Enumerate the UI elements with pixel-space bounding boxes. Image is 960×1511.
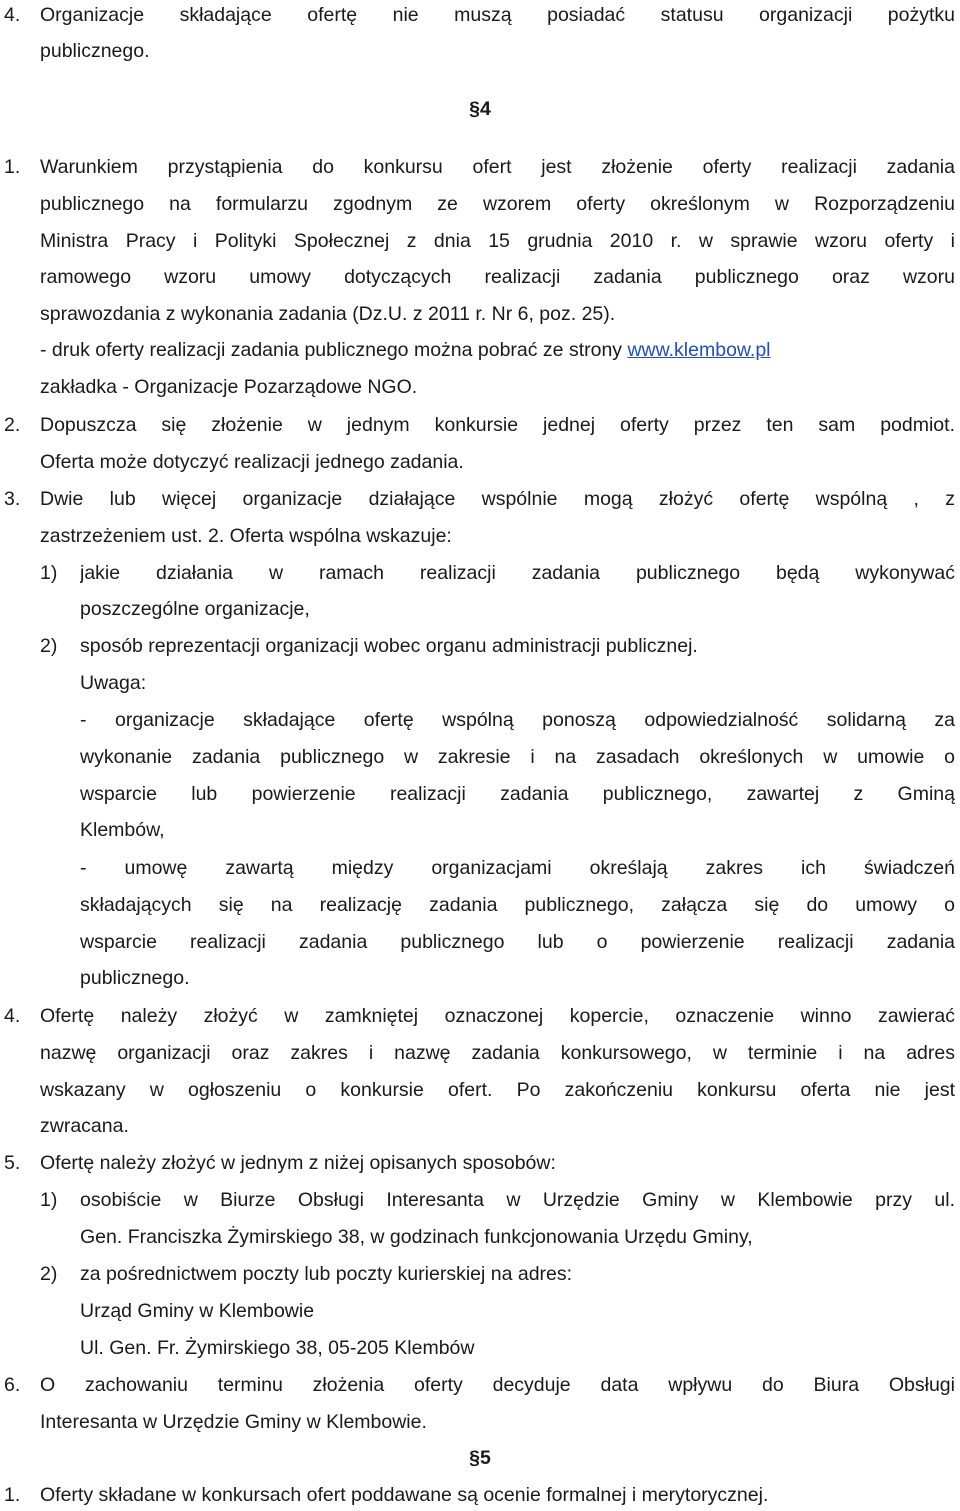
paragraph-line: wsparcie realizacji zadania publicznego lub o powierzenie realizacji zadania bbox=[80, 931, 955, 953]
item-number: 6. bbox=[4, 1374, 21, 1396]
subitem-number: 2) bbox=[40, 635, 58, 657]
paragraph-line: Ministra Pracy i Polityki Społecznej z dnia 15 grudnia 2010 r. w sprawie wzoru oferty i bbox=[40, 230, 955, 252]
paragraph-line: zakładka - Organizacje Pozarządowe NGO. bbox=[40, 376, 418, 398]
paragraph-line: osobiście w Biurze Obsługi Interesanta w Urzędzie Gminy w Klembowie przy ul. bbox=[80, 1189, 955, 1211]
paragraph-line: Dopuszcza się złożenie w jednym konkursie jednej oferty przez ten sam podmiot. bbox=[40, 414, 955, 436]
paragraph-line: nazwę organizacji oraz zakres i nazwę zadania konkursowego, w terminie i na adres bbox=[40, 1042, 955, 1064]
paragraph-line: publicznego. bbox=[80, 967, 190, 989]
item-number: 1. bbox=[4, 156, 21, 178]
subitem-number: 1) bbox=[40, 1189, 58, 1211]
paragraph-line: Interesanta w Urzędzie Gminy w Klembowie. bbox=[40, 1411, 427, 1433]
section-heading: §5 bbox=[469, 1447, 491, 1469]
item-number: 4. bbox=[4, 1005, 21, 1027]
paragraph-line: Ofertę należy złożyć w jednym z niżej opisanych sposobów: bbox=[40, 1152, 556, 1174]
paragraph-line: za pośrednictwem poczty lub poczty kurierskiej na adres: bbox=[80, 1263, 573, 1285]
address-line: Urząd Gminy w Klembowie bbox=[80, 1300, 315, 1322]
paragraph-line: - organizacje składające ofertę wspólną ponoszą odpowiedzialność solidarną za bbox=[80, 709, 955, 731]
paragraph-line: zwracana. bbox=[40, 1115, 129, 1137]
paragraph-line: O zachowaniu terminu złożenia oferty decyduje data wpływu do Biura Obsługi bbox=[40, 1374, 955, 1396]
paragraph-line: jakie działania w ramach realizacji zadania publicznego będą wykonywać bbox=[80, 562, 955, 584]
download-note: - druk oferty realizacji zadania publicznego można pobrać ze strony bbox=[40, 339, 628, 361]
paragraph-line: składających się na realizację zadania publicznego, załącza się do umowy o bbox=[80, 894, 955, 916]
paragraph-line: Warunkiem przystąpienia do konkursu ofert jest złożenie oferty realizacji zadania bbox=[40, 156, 955, 178]
item-number: 2. bbox=[4, 414, 21, 436]
paragraph-line: wskazany w ogłoszeniu o konkursie ofert. Po zakończeniu konkursu oferta nie jest bbox=[40, 1079, 955, 1101]
paragraph-line: sposób reprezentacji organizacji wobec organu administracji publicznej. bbox=[80, 635, 698, 657]
paragraph-line: ramowego wzoru umowy dotyczących realizacji zadania publicznego oraz wzoru bbox=[40, 266, 955, 288]
paragraph-line: publicznego. bbox=[40, 40, 150, 62]
paragraph-line: Dwie lub więcej organizacje działające wspólnie mogą złożyć ofertę wspólną , z bbox=[40, 488, 955, 510]
paragraph-line bbox=[40, 335, 955, 365]
paragraph-line: sprawozdania z wykonania zadania (Dz.U. z 2011 r. Nr 6, poz. 25). bbox=[40, 303, 616, 325]
item-number: 1. bbox=[4, 1484, 21, 1506]
paragraph-line: wsparcie lub powierzenie realizacji zadania publicznego, zawartej z Gminą bbox=[80, 783, 955, 805]
paragraph-line: - umowę zawartą między organizacjami określają zakres ich świadczeń bbox=[80, 857, 955, 879]
item-number: 3. bbox=[4, 488, 21, 510]
item-number: 5. bbox=[4, 1152, 21, 1174]
paragraph-line: Oferta może dotyczyć realizacji jednego zadania. bbox=[40, 451, 464, 473]
paragraph-line: Oferty składane w konkursach ofert poddawane są ocenie formalnej i merytorycznej. bbox=[40, 1484, 769, 1506]
website-link[interactable]: www.klembow.pl bbox=[627, 339, 771, 361]
paragraph-line: Klembów, bbox=[80, 819, 165, 841]
paragraph-line: Organizacje składające ofertę nie muszą posiadać statusu organizacji pożytku bbox=[40, 4, 955, 26]
subitem-number: 2) bbox=[40, 1263, 58, 1285]
section-heading: §4 bbox=[469, 98, 491, 120]
paragraph-line: zastrzeżeniem ust. 2. Oferta wspólna wskazuje: bbox=[40, 525, 452, 547]
paragraph-line: Gen. Franciszka Żymirskiego 38, w godzinach funkcjonowania Urzędu Gminy, bbox=[80, 1226, 753, 1248]
paragraph-line: Ofertę należy złożyć w zamkniętej oznaczonej kopercie, oznaczenie winno zawierać bbox=[40, 1005, 955, 1027]
paragraph-line: poszczególne organizacje, bbox=[80, 598, 310, 620]
note-heading: Uwaga: bbox=[80, 672, 147, 694]
paragraph-line: publicznego na formularzu zgodnym ze wzorem oferty określonym w Rozporządzeniu bbox=[40, 193, 955, 215]
item-number: 4. bbox=[4, 4, 21, 26]
paragraph-line: wykonanie zadania publicznego w zakresie i na zasadach określonych w umowie o bbox=[80, 746, 955, 768]
address-line: Ul. Gen. Fr. Żymirskiego 38, 05-205 Klembów bbox=[80, 1337, 475, 1359]
subitem-number: 1) bbox=[40, 562, 58, 584]
